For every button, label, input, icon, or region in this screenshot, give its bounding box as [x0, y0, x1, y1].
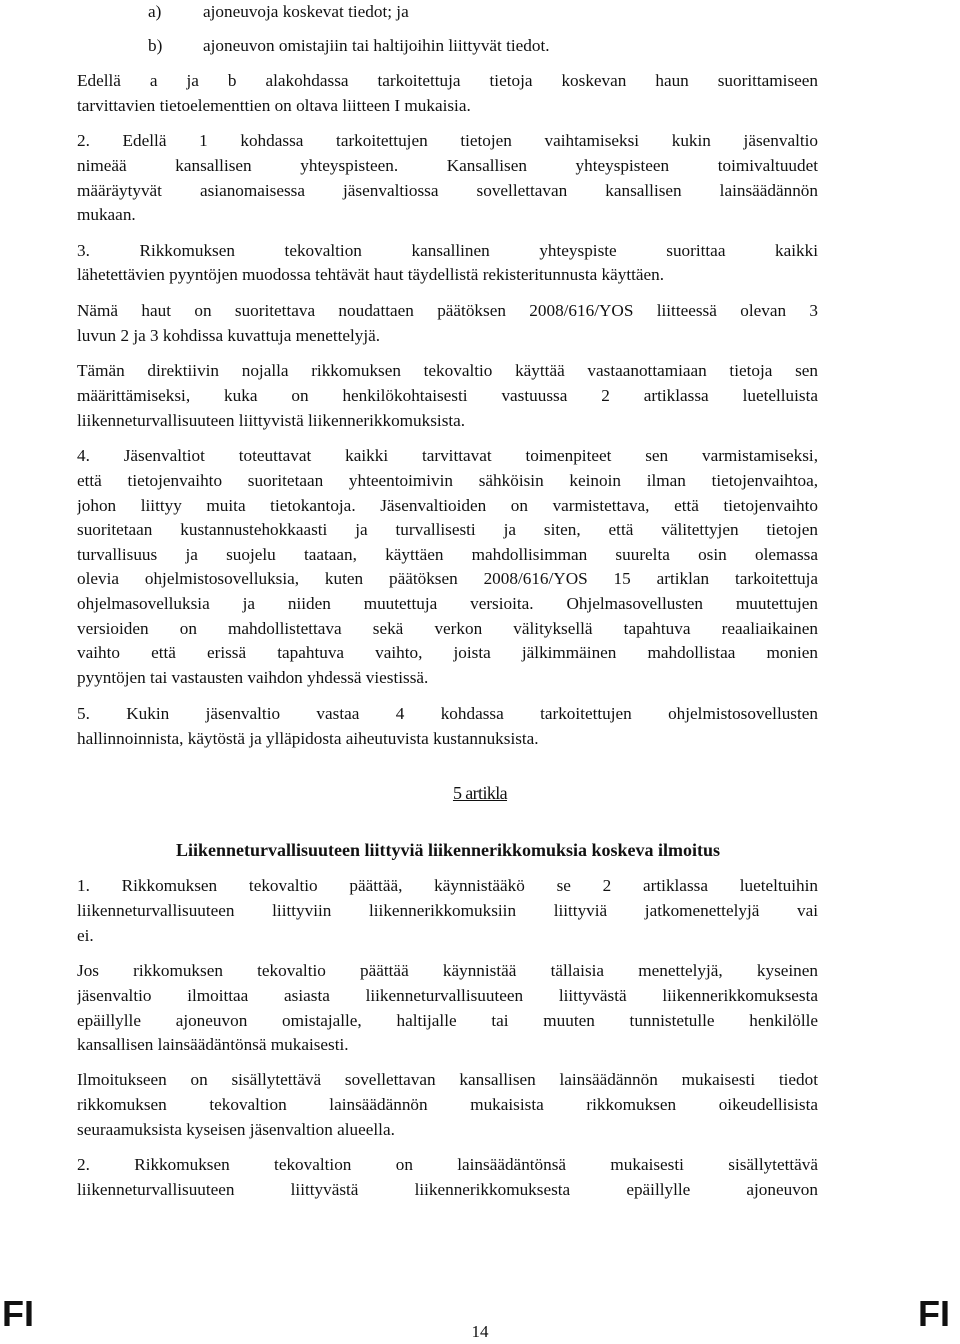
text-line: mukaan.: [77, 205, 136, 224]
text-line: Tämän direktiivin nojalla rikkomuksen tekovaltio käyttää vastaanottamiaan tietoja sen: [77, 361, 818, 380]
text-line: ei.: [77, 926, 94, 945]
text-line: Jos rikkomuksen tekovaltio päättää käynnistää tällaisia menettelyjä, kyseinen: [77, 961, 818, 980]
text-line: turvallisuus ja suojelu taataan, käyttäen mahdollisimman suurelta osin olemassa: [77, 545, 818, 564]
text-line: vaihto että erissä tapahtuva vaihto, joista jälkimmäinen mahdollistaa monien: [77, 643, 818, 662]
footer-language-left: FI: [2, 1293, 34, 1334]
text-line: määräytyvät asianomaisessa jäsenvaltiossa sovellettavan kansallisen lainsäädännön: [77, 181, 818, 200]
list-text-b: ajoneuvon omistajiin tai haltijoihin liittyvät tiedot.: [203, 36, 550, 55]
text-line: hallinnoinnista, käytöstä ja ylläpidosta aiheutuvista kustannuksista.: [77, 729, 539, 748]
text-line: ohjelmasovelluksia ja niiden muutettuja versioita. Ohjelmasovellusten muutettujen: [77, 594, 818, 613]
text-line: olevia ohjelmistosovelluksia, kuten päätöksen 2008/616/YOS 15 artiklan tarkoitettuja: [77, 569, 818, 588]
text-line: lähetettävien pyyntöjen muodossa tehtävät haut täydellistä rekisteritunnusta käyttäen.: [77, 265, 665, 284]
text-line: Ilmoitukseen on sisällytettävä sovellettavan kansallisen lainsäädännön mukaisesti tiedot: [77, 1070, 818, 1089]
text-line: luvun 2 ja 3 kohdissa kuvattuja menettelyjä.: [77, 326, 381, 345]
footer-language-right: FI: [918, 1293, 950, 1334]
text-line: tarvittavien tietoelementtien on oltava liitteen I mukaisia.: [77, 96, 471, 115]
text-line: versioiden on mahdollistettava sekä verkon välityksellä tapahtuva reaaliaikainen: [77, 619, 818, 638]
text-line: kansallisen lainsäädäntönsä mukaisesti.: [77, 1035, 349, 1054]
text-line: 5. Kukin jäsenvaltio vastaa 4 kohdassa tarkoitettujen ohjelmistosovellusten: [77, 704, 818, 723]
text-line: liikenneturvallisuuteen liittyvistä liikennerikkomuksista.: [77, 411, 466, 430]
text-line: Nämä haut on suoritettava noudattaen päätöksen 2008/616/YOS liitteessä olevan 3: [77, 301, 818, 320]
text-line: 2. Edellä 1 kohdassa tarkoitettujen tietojen vaihtamiseksi kukin jäsenvaltio: [77, 131, 818, 150]
text-line: johon liittyy muita tietokantoja. Jäsenvaltioiden on varmistettava, että tietojenvaihto: [77, 496, 818, 515]
text-line: määrittämiseksi, kuka on henkilökohtaisesti vastuussa 2 artiklassa luetelluista: [77, 386, 818, 405]
text-line: jäsenvaltio ilmoittaa asiasta liikenneturvallisuuteen liittyvästä liikennerikkomuksesta: [77, 986, 818, 1005]
text-line: liikenneturvallisuuteen liittyvästä liikennerikkomuksesta epäillylle ajoneuvon: [77, 1180, 818, 1199]
text-line: 4. Jäsenvaltiot toteuttavat kaikki tarvittavat toimenpiteet sen varmistamiseksi,: [77, 446, 818, 465]
text-line: rikkomuksen tekovaltion lainsäädännön mukaisista rikkomuksen oikeudellisista: [77, 1095, 818, 1114]
text-line: Edellä a ja b alakohdassa tarkoitettuja tietoja koskevan haun suorittamiseen: [77, 71, 818, 90]
article-title: Liikenneturvallisuuteen liittyviä liikennerikkomuksia koskeva ilmoitus: [175, 840, 721, 860]
text-line: suoritetaan kustannustehokkaasti ja turvallisesti ja siten, että välitettyjen tietojen: [77, 520, 818, 539]
text-line: epäillylle ajoneuvon omistajalle, haltijalle tai muuten tunnistetulle henkilölle: [77, 1011, 818, 1030]
text-line: pyyntöjen tai vastausten vaihdon yhdessä viestissä.: [77, 668, 429, 687]
text-line: että tietojenvaihto suoritetaan yhteentoimivin sähköisin keinoin ilman tietojenvaihtoa,: [77, 471, 818, 490]
text-line: 2. Rikkomuksen tekovaltion on lainsäädäntönsä mukaisesti sisällytettävä: [77, 1155, 818, 1174]
text-line: 3. Rikkomuksen tekovaltion kansallinen yhteyspiste suorittaa kaikki: [77, 241, 818, 260]
footer-page-number: 14: [471, 1322, 489, 1341]
text-line: liikenneturvallisuuteen liittyviin liikennerikkomuksiin liittyviä jatkomenettelyjä vai: [77, 901, 818, 920]
list-label-b: b): [148, 36, 163, 55]
text-line: 1. Rikkomuksen tekovaltio päättää, käynnistääkö se 2 artiklassa lueteltuihin: [77, 876, 818, 895]
list-label-a: a): [148, 2, 162, 21]
text-line: seuraamuksista kyseisen jäsenvaltion alueella.: [77, 1120, 395, 1139]
text-line: nimeää kansallisen yhteyspisteen. Kansallisen yhteyspisteen toimivaltuudet: [77, 156, 818, 175]
list-text-a: ajoneuvoja koskevat tiedot; ja: [203, 2, 409, 21]
article-number: 5 artikla: [452, 783, 508, 803]
